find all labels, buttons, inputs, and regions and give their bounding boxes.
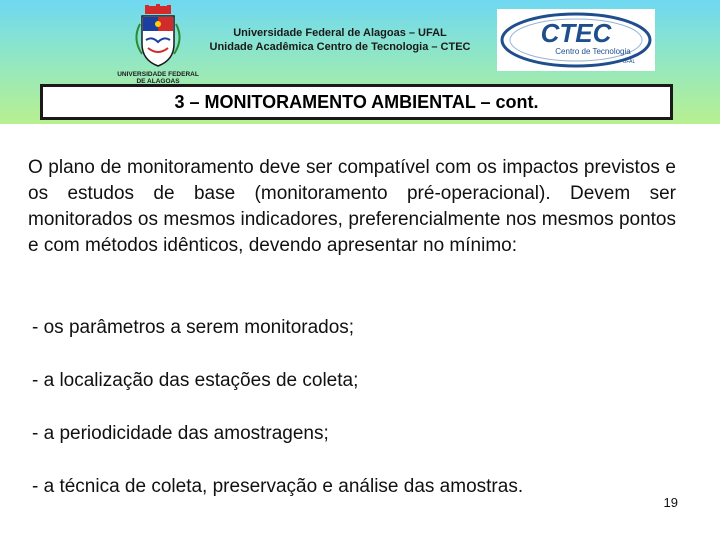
slide-title: 3 – MONITORAMENTO AMBIENTAL – cont. — [40, 84, 673, 120]
svg-text:DE ALAGOAS: DE ALAGOAS — [136, 78, 180, 84]
academic-unit-name: Unidade Acadêmica Centro de Tecnologia – CTEC — [209, 41, 471, 53]
svg-text:Centro de Tecnologia: Centro de Tecnologia — [555, 47, 631, 56]
list-item: - os parâmetros a serem monitorados; — [32, 317, 355, 338]
institution-header — [190, 26, 490, 54]
institution-name: Universidade Federal de Alagoas – UFAL — [233, 27, 447, 39]
list-item: - a técnica de coleta, preservação e análise das amostras. — [32, 476, 524, 497]
svg-text:UFAL: UFAL — [622, 59, 636, 65]
svg-text:UNIVERSIDADE FEDERAL: UNIVERSIDADE FEDERAL — [117, 71, 199, 78]
intro-paragraph: O plano de monitoramento deve ser compatível com os impactos previstos e os estudos de base (monitoramento pré-operacional). Devem ser monitorados os mesmos indicadores, preferencialmente nos mesmos pontos e com métodos idênticos, devendo apresentar no mínimo: — [28, 157, 676, 256]
ctec-logo-icon — [497, 9, 655, 71]
page-number: 19 — [663, 495, 678, 510]
ctec-logo — [497, 9, 655, 71]
svg-text:CTEC: CTEC — [540, 18, 612, 48]
list-item: - a localização das estações de coleta; — [32, 370, 359, 391]
list-item: - a periodicidade das amostragens; — [32, 423, 329, 444]
